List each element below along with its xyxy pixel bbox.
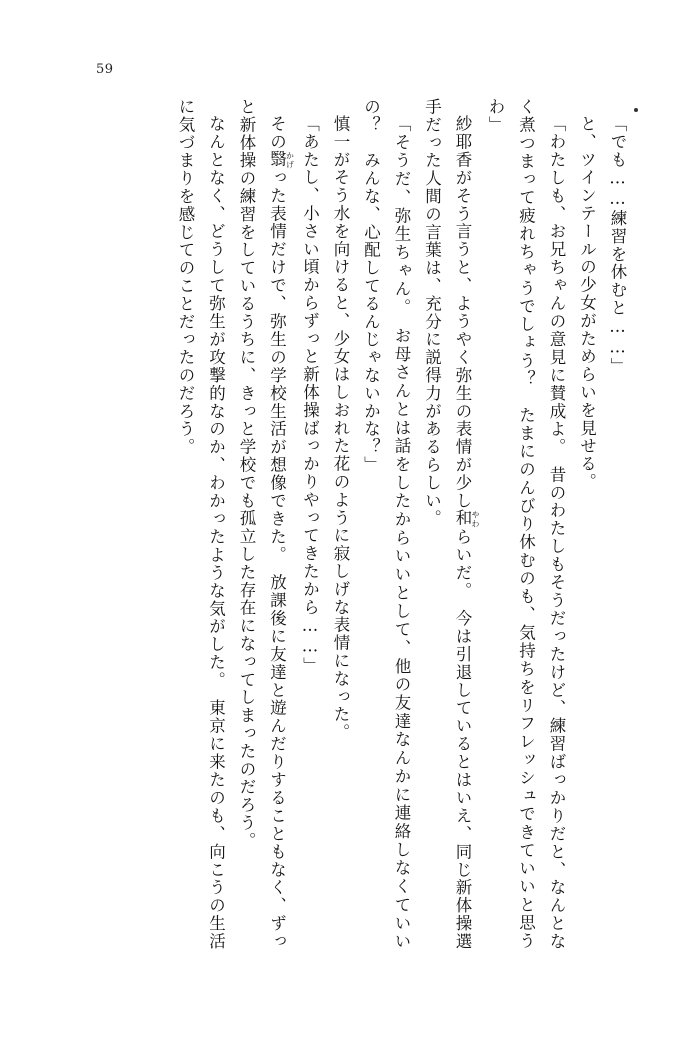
paragraph-1: 「でも……練習を休むと……」 bbox=[608, 114, 627, 376]
paragraph-4: 紗耶香がそう言うと、ようやく弥生の表情が少し和 やわらいだ。 今は引退しているとはいえ、同じ新体操選手だった人間の言葉は、充分に説得力があるらしい。 bbox=[422, 98, 480, 950]
corner-dot-mark bbox=[634, 108, 638, 112]
paragraph-7: 「あたし、小さい頃からずっと新体操ばっかりやってきたから……」 bbox=[300, 114, 320, 675]
paragraph-2: と、ツインテールの少女がためらいを見せる。 bbox=[577, 114, 597, 491]
paragraph-5: 「そうだ、弥生ちゃん。 お母さんとは話をしたからいいとして、他の友達なんかに連絡しなくていいの？ みんな、心配してるんじゃないかな？」 bbox=[361, 98, 411, 950]
paragraph-8: その翳 かげった表情だけで、弥生の学校生活が想像できた。 放課後に友達と遊んだりすることもなく、ずっと新体操の練習をしているうちに、きっと学校でも孤立した存在になってしまったのだろう。 bbox=[237, 98, 295, 950]
body-text-column bbox=[62, 98, 632, 950]
ruby-annotation: 翳 かげ bbox=[267, 150, 295, 169]
paragraph-6: 慎一がそう水を向けると、少女はしおれた花のように寂しげな表情になった。 bbox=[331, 114, 350, 741]
ruby-annotation: 和 やわ bbox=[453, 509, 480, 528]
page-number: 59 bbox=[96, 62, 114, 77]
paragraph-3: 「わたしも、お兄ちゃんの意見に賛成よ。 昔のわたしもそうだったけど、練習ばっかりだと、なんとなく煮つまって疲れちゃうでしょう？ たまにのんびり休むのも、気持ちをリフレッシュできていいと思うわ」 bbox=[486, 98, 566, 950]
paragraph-9: なんとなく、どうして弥生が攻撃的なのか、わかったような気がした。 東京に来たのも、向こうの生活に気づまりを感じてのことだったのだろう。 bbox=[176, 98, 226, 950]
